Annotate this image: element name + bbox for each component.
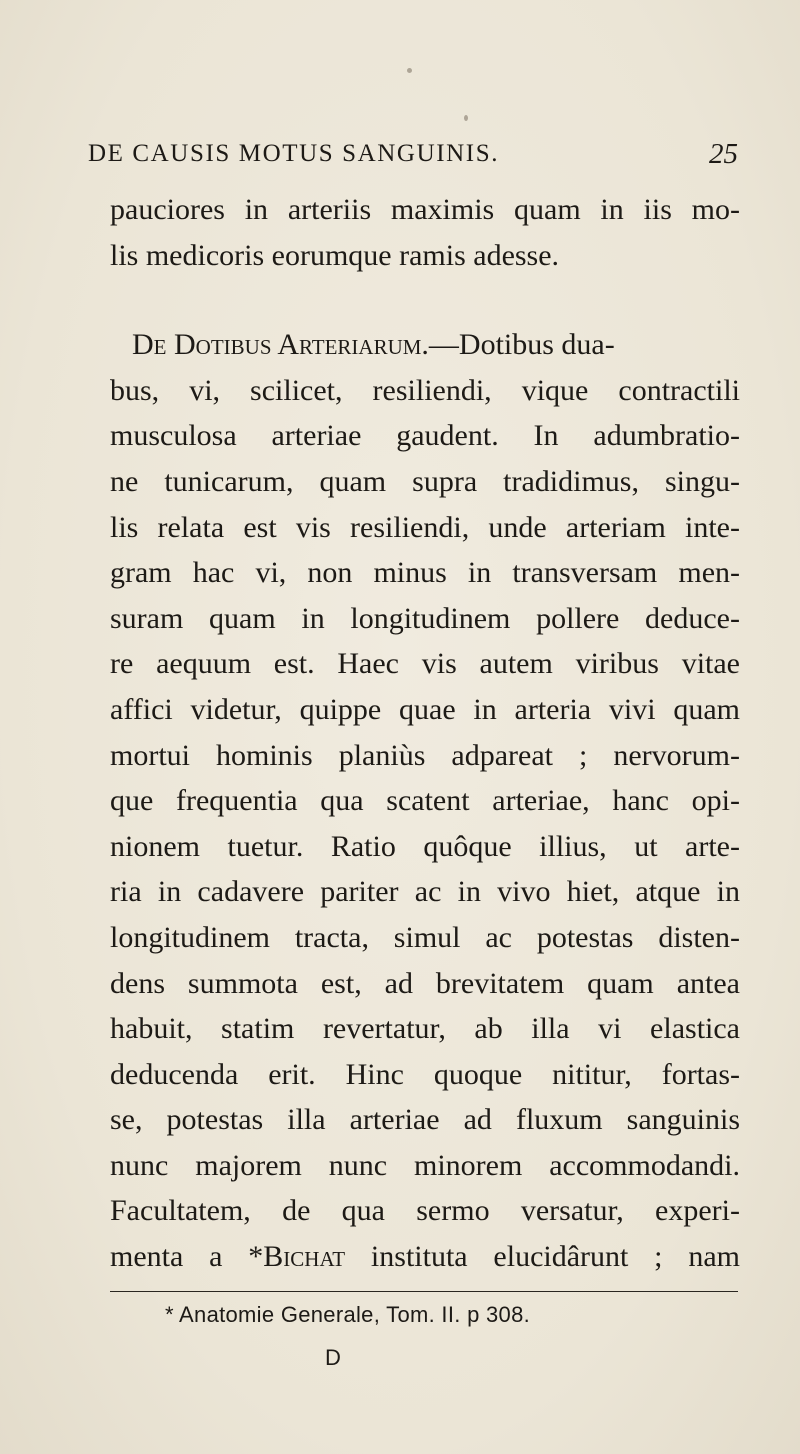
text-line: mortui hominis planiùs adpareat ; nervorum- [110,738,740,772]
text-line: ria in cadavere pariter ac in vivo hiet, atque in [110,875,740,909]
paper-speck [407,68,412,73]
paragraph-gap [110,278,740,322]
footnote: * Anatomie Generale, Tom. II. p 308. [165,1302,531,1327]
text-line: lis medicoris eorumque ramis adesse. [110,238,560,272]
text-line: longitudinem tracta, simul ac potestas disten- [110,920,740,954]
footnote-rule [110,1291,738,1292]
paper-speck [464,115,468,121]
text-line: pauciores in arteriis maximis quam in iis mo- [110,193,740,226]
page-number: 25 [709,138,738,170]
body-text [110,187,740,1280]
text-line: nionem tuetur. Ratio quôque illius, ut arte- [110,829,740,863]
text-line: dens summota est, ad brevitatem quam antea [110,966,740,1000]
text-run: instituta elucidârunt ; nam [345,1240,740,1274]
text-line: se, potestas illa arteriae ad fluxum sanguinis [110,1103,740,1137]
signature-mark: D [325,1345,341,1370]
text-line: lis relata est vis resiliendi, unde arteriam inte- [110,510,740,544]
text-line: Facultatem, de qua sermo versatur, experi- [110,1194,740,1228]
text-line: deducenda erit. Hinc quoque nititur, fortas- [110,1057,740,1091]
paragraph-heading-line [110,322,740,368]
section-heading: De Dotibus Arteriarum. [132,328,429,362]
text-line: musculosa arteriae gaudent. In adumbratio- [110,419,740,453]
text-line: nunc majorem nunc minorem accommodandi. [110,1148,740,1182]
text-line [110,1234,740,1280]
text-line: que frequentia qua scatent arteriae, hanc opi- [110,784,740,818]
text-line: ne tunicarum, quam supra tradidimus, singu- [110,464,740,498]
text-run: —Dotibus dua- [428,328,615,362]
text-line: habuit, statim revertatur, ab illa vi elastica [110,1012,740,1046]
author-name: *Bichat [248,1240,346,1274]
text-line: suram quam in longitudinem pollere deduce- [110,601,740,635]
text-line: bus, vi, scilicet, resiliendi, vique contractili [110,373,740,407]
running-title: DE CAUSIS MOTUS SANGUINIS. [88,140,500,167]
text-run: menta a [110,1240,249,1274]
running-head [88,140,738,180]
text-line: gram hac vi, non minus in transversam men- [110,556,740,590]
text-line: re aequum est. Haec vis autem viribus vitae [110,647,740,681]
text-line: affici videtur, quippe quae in arteria vivi quam [110,692,740,726]
